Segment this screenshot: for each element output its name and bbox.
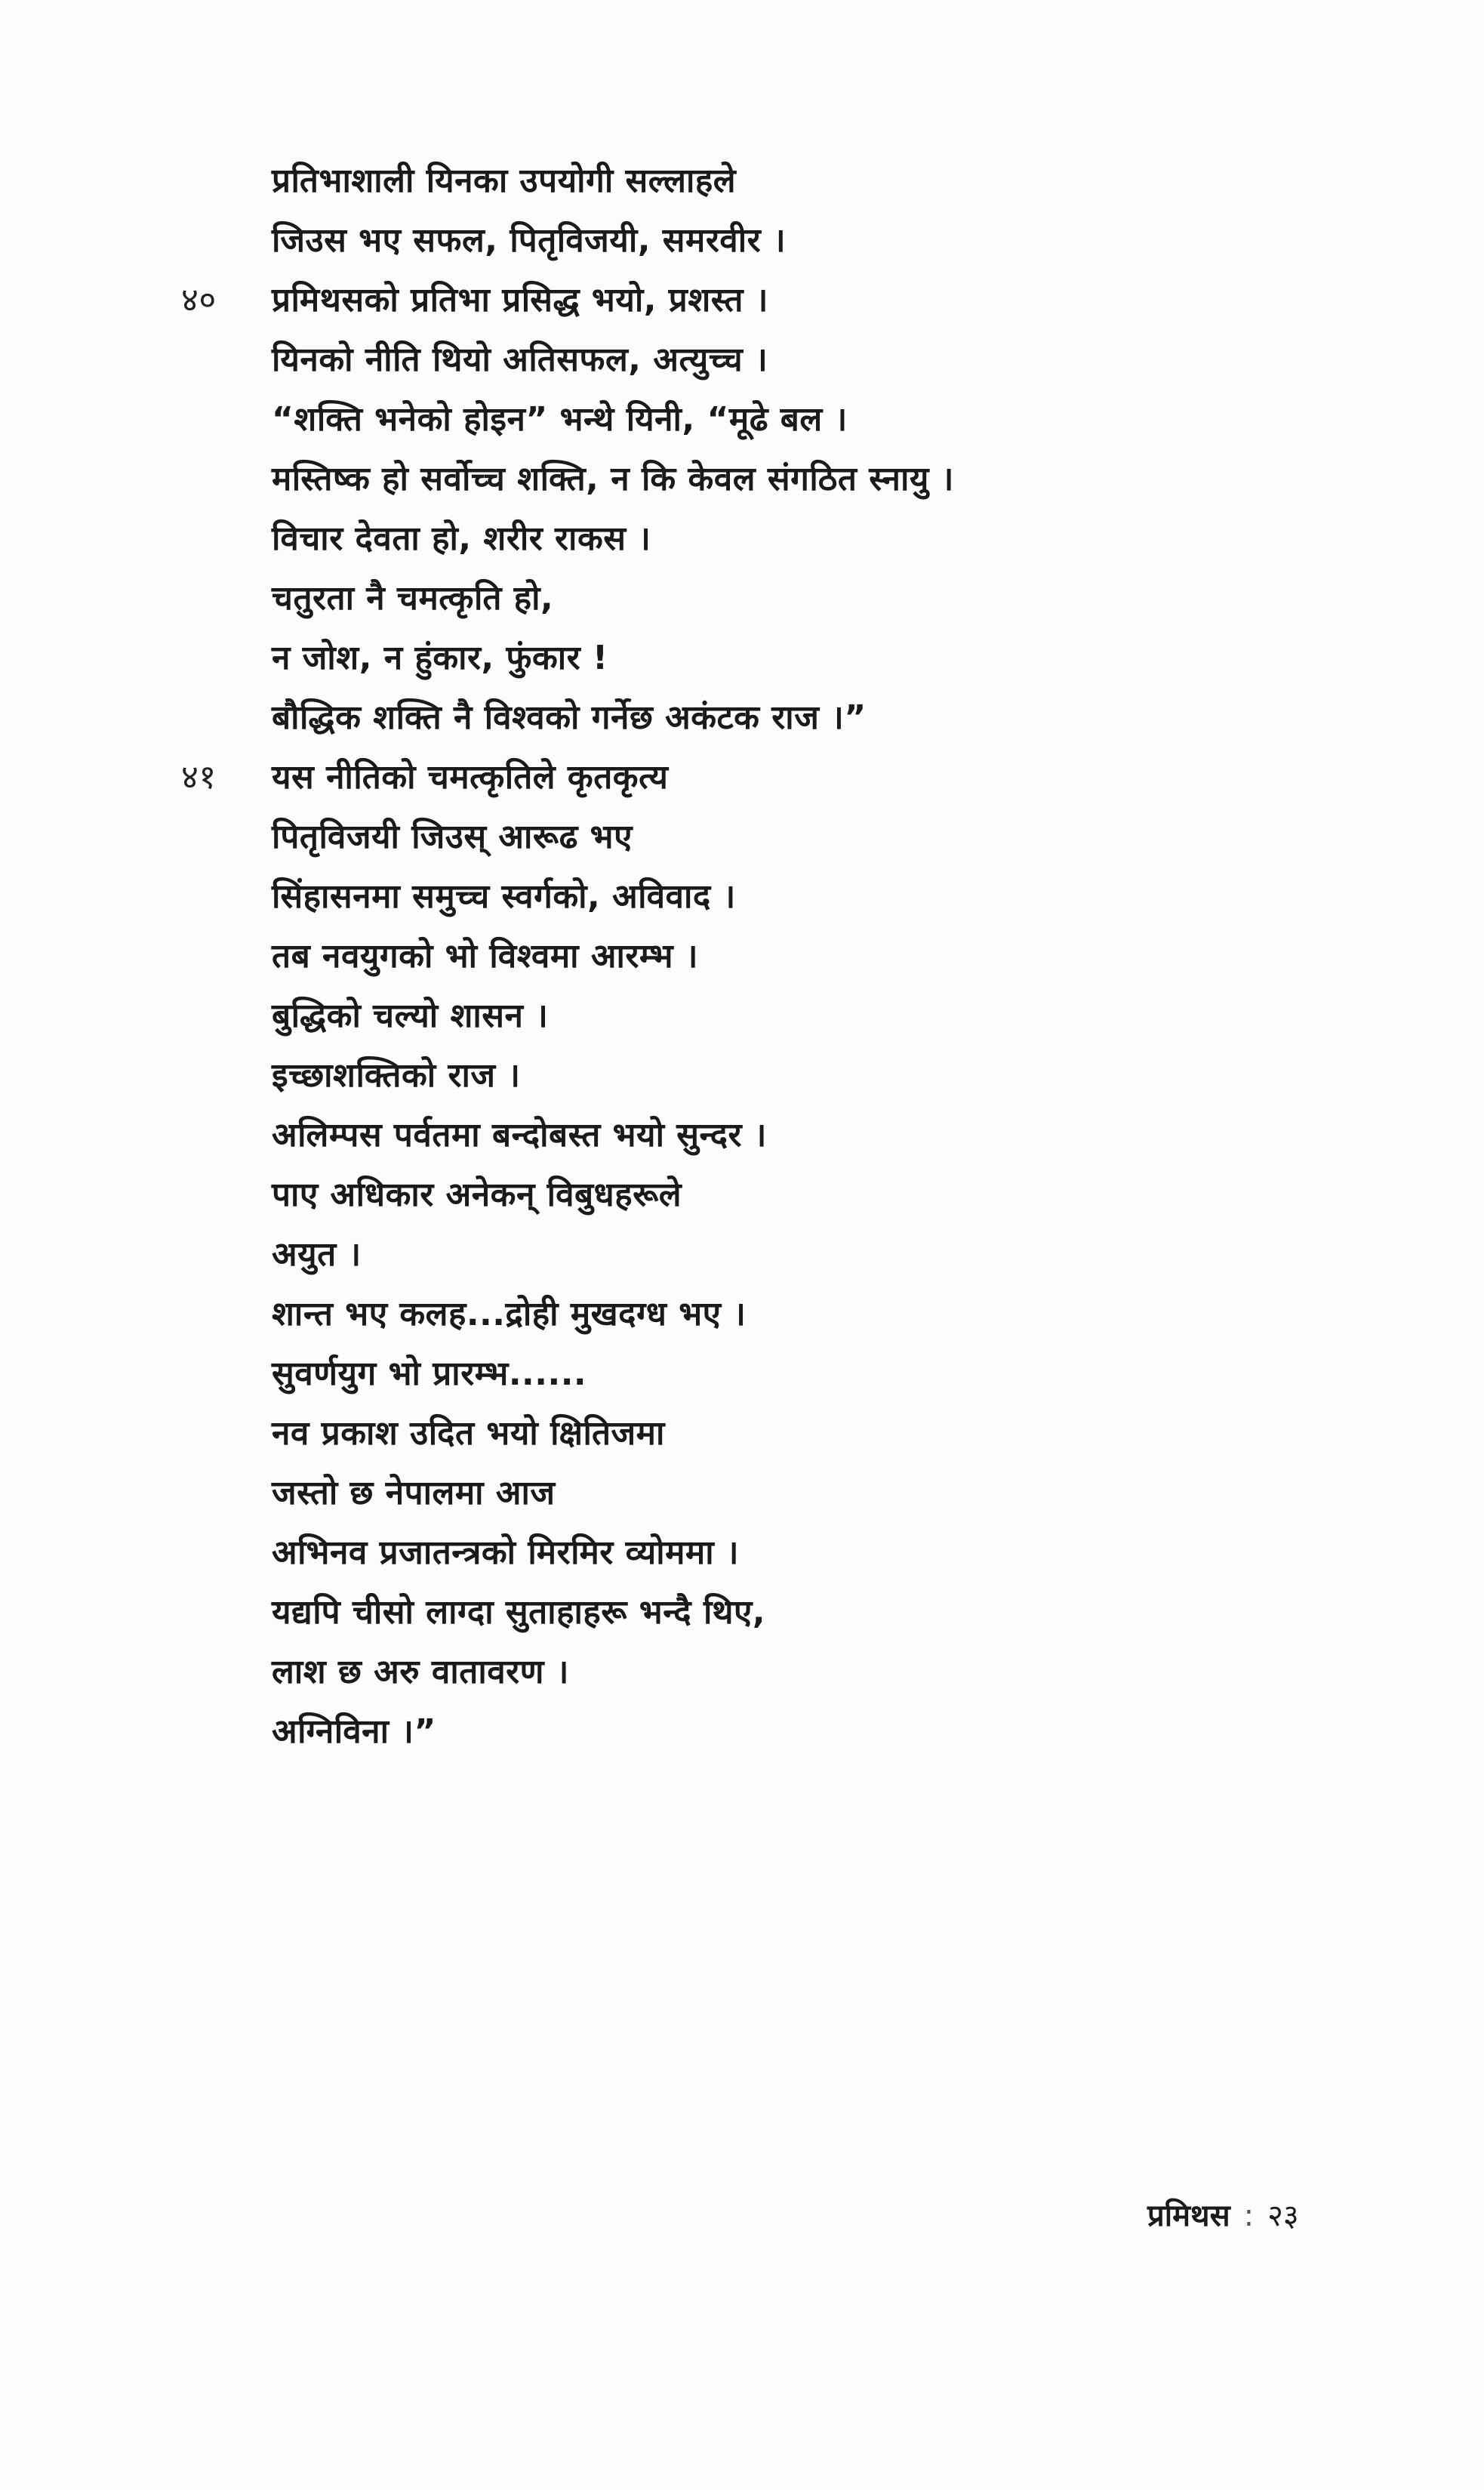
- poem-line: [272, 1642, 1389, 1702]
- line-text: “शक्ति भनेको होइन” भन्थे यिनी, “मूढे बल ।: [272, 400, 848, 439]
- poem-line: [272, 211, 1389, 270]
- line-text: प्रमिथसको प्रतिभा प्रसिद्ध भयो, प्रशस्त ।: [272, 281, 768, 319]
- line-text: अलिम्पस पर्वतमा बन्दोबस्त भयो सुन्दर ।: [272, 1116, 767, 1154]
- poem-line: [272, 390, 1389, 449]
- poem-line: [272, 1702, 1389, 1761]
- line-text: यद्यपि चीसो लाग्दा सुताहाहरू भन्दै थिए,: [272, 1593, 766, 1632]
- line-text: सिंहासनमा समुच्च स्वर्गको, अविवाद ।: [272, 877, 736, 916]
- poem-line: [272, 628, 1389, 688]
- poem-line: [272, 867, 1389, 926]
- line-text: नव प्रकाश उदित भयो क्षितिजमा: [272, 1414, 665, 1453]
- poem-line: [272, 1105, 1389, 1165]
- poem-line: [272, 569, 1389, 628]
- line-text: विचार देवता हो, शरीर राकस ।: [272, 519, 651, 558]
- poem-line: [272, 1463, 1389, 1523]
- poem-line: [272, 688, 1389, 747]
- poem-line: [272, 151, 1389, 211]
- poem-line: [272, 986, 1389, 1046]
- line-text: जिउस भए सफल, पितृविजयी, समरवीर ।: [272, 221, 787, 260]
- line-text: बौद्धिक शक्ति नै विश्वको गर्नेछ अकंटक राज ।”: [272, 698, 867, 737]
- line-text: चतुरता नै चमत्कृति हो,: [272, 579, 554, 618]
- line-text: पितृविजयी जिउस् आरूढ भए: [272, 818, 633, 856]
- line-text: मस्तिष्क हो सर्वोच्च शक्ति, न कि केवल संगठित स्नायु ।: [272, 460, 954, 498]
- poem-line: [272, 1344, 1389, 1404]
- line-text: जस्तो छ नेपालमा आज: [272, 1474, 556, 1512]
- poem-line: [272, 807, 1389, 867]
- poem-line: [272, 1046, 1389, 1105]
- page-footer: [1147, 2193, 1299, 2239]
- poem-line: [272, 449, 1389, 509]
- poem-line: [272, 926, 1389, 986]
- verse-number: ४०: [181, 281, 217, 319]
- line-text: अभिनव प्रजातन्त्रको मिरमिर व्योममा ।: [272, 1533, 740, 1572]
- poem-line: [272, 1582, 1389, 1642]
- poem-line: [181, 747, 1389, 807]
- line-text: लाश छ अरु वातावरण ।: [272, 1653, 569, 1691]
- poem-body: [181, 151, 1389, 1761]
- page-number: २३: [1267, 2199, 1299, 2233]
- line-text: यस नीतिको चमत्कृतिले कृतकृत्य: [272, 758, 669, 797]
- line-text: यिनको नीति थियो अतिसफल, अत्युच्च ।: [272, 341, 768, 379]
- poem-line: [272, 509, 1389, 569]
- poem-line: [272, 1523, 1389, 1582]
- poem-line: [272, 1284, 1389, 1344]
- line-text: सुवर्णयुग भो प्रारम्भ......: [272, 1354, 587, 1393]
- line-text: न जोश, न हुंकार, फुंकार !: [272, 639, 608, 677]
- poem-line: [272, 330, 1389, 390]
- poem-line: [181, 270, 1389, 330]
- poem-line: [272, 1165, 1389, 1225]
- line-text: शान्त भए कलह...द्रोही मुखदग्ध भए ।: [272, 1295, 747, 1333]
- poem-line: [272, 1225, 1389, 1284]
- line-text: तब नवयुगको भो विश्वमा आरम्भ ।: [272, 937, 698, 975]
- verse-number: ४१: [181, 758, 217, 797]
- line-text: अग्निविना ।”: [272, 1712, 436, 1751]
- line-text: प्रतिभाशाली यिनका उपयोगी सल्लाहले: [272, 162, 737, 200]
- line-text: बुद्धिको चल्यो शासन ।: [272, 997, 549, 1035]
- line-text: इच्छाशक्तिको राज ।: [272, 1056, 521, 1095]
- line-text: अयुत ।: [272, 1235, 362, 1274]
- poem-line: [272, 1404, 1389, 1463]
- footer-separator: :: [1243, 2199, 1255, 2233]
- running-title: प्रमिथस: [1147, 2199, 1230, 2233]
- line-text: पाए अधिकार अनेकन् विबुधहरूले: [272, 1176, 682, 1214]
